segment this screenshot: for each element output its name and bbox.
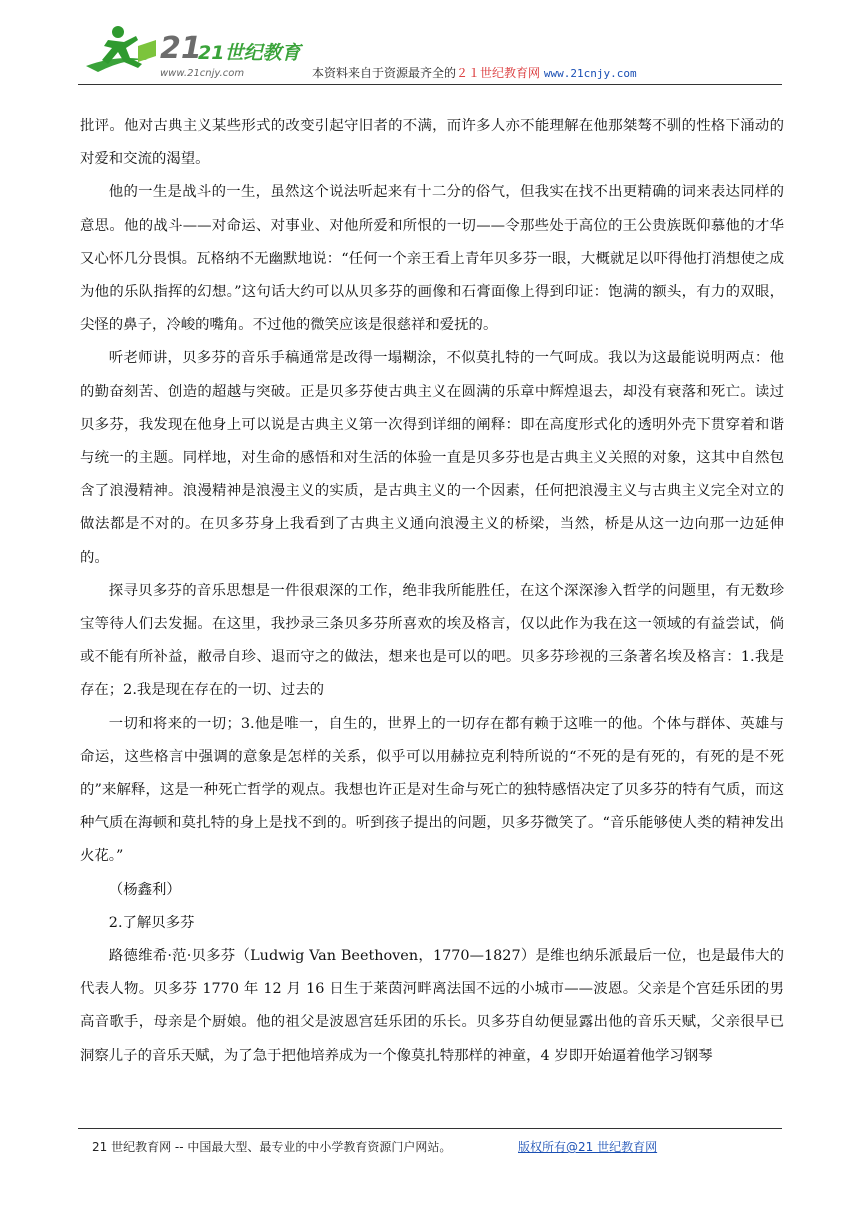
logo-url-text: www.21cnjy.com [160,68,245,79]
header-source-text [312,64,637,81]
header-source-site[interactable]: ２１世纪教育网 [456,66,541,80]
header-source-url[interactable]: www.21cnjy.com [543,67,637,80]
section-heading: 2.了解贝多芬 [108,914,195,931]
header-divider [78,84,782,85]
document-body [80,110,784,1073]
footer-divider [78,1128,782,1129]
paragraph: 听老师讲，贝多芬的音乐手稿通常是改得一塌糊涂，不似莫扎特的一气呵成。我以为这最能说明两点：他的勤奋刻苦、创造的超越与突破。正是贝多芬使古典主义在圆满的乐章中辉煌退去，却没有衰落和死亡。读过贝多芬，我发现在他身上可以说是古典主义第一次得到详细的阐释：即在高度形式化的透明外壳下贯穿着和谐与统一的主题。同样地，对生命的感悟和对生活的体验一直是贝多芬也是古典主义关照的对象，这其中自然包含了浪漫精神。浪漫精神是浪漫主义的实质，是古典主义的一个因素，任何把浪漫主义与古典主义完全对立的做法都是不对的。在贝多芬身上我看到了古典主义通向浪漫主义的桥梁，当然，桥是从这一边向那一边延伸的。 [80,350,784,566]
paragraph: 路德维希·范·贝多芬（Ludwig Van Beethoven，1770—1827）是维也纳乐派最后一位，也是最伟大的代表人物。贝多芬 1770 年 12 月 16 日生于莱茵河畔离法国不远的小城市——波恩。父亲是个宫廷乐团的男高音歌手，母亲是个厨娘。他的祖父是波恩宫廷乐团的乐长。贝多芬自幼便显露出他的音乐天赋，父亲很早已洞察儿子的音乐天赋，为了急于把他培养成为一个像莫扎特那样的神童，4 岁即开始逼着他学习钢琴 [80,948,784,1064]
copyright-link[interactable]: 版权所有@21 世纪教育网 [518,1140,658,1154]
header-source-prefix: 本资料来自于资源最齐全的 [312,66,457,80]
paragraph: 他的一生是战斗的一生，虽然这个说法听起来有十二分的俗气，但我实在找不出更精确的词来表达同样的意思。他的战斗——对命运、对事业、对他所爱和所恨的一切——令那些处于高位的王公贵族既仰慕他的才华又心怀几分畏惧。瓦格纳不无幽默地说：“任何一个亲王看上青年贝多芬一眼，大概就足以吓得他打消想使之成为他的乐队指挥的幻想。”这句话大约可以从贝多芬的画像和石膏面像上得到印证：饱满的额头，有力的双眼，尖怪的鼻子，冷峻的嘴角。不过他的微笑应该是很慈祥和爱抚的。 [80,184,784,334]
svg-text:21: 21 [160,31,202,66]
page-header [78,20,782,86]
paragraph: 批评。他对古典主义某些形式的改变引起守旧者的不满，而许多人亦不能理解在他那桀骜不驯的性格下涌动的对爱和交流的渴望。 [80,118,784,168]
logo-title: 21世纪教育 [198,42,301,64]
paragraph: 探寻贝多芬的音乐思想是一件很艰深的工作，绝非我所能胜任，在这个深深渗入哲学的问题里，有无数珍宝等待人们去发掘。在这里，我抄录三条贝多芬所喜欢的埃及格言，仅以此作为我在这一领域的有益尝试，倘或不能有所补益，敝帚自珍、退而守之的做法，想来也是可以的吧。贝多芬珍视的三条著名埃及格言：1.我是存在；2.我是现在存在的一切、过去的 [80,582,784,699]
paragraph: 一切和将来的一切；3.他是唯一，自生的，世界上的一切存在都有赖于这唯一的他。个体与群体、英雄与命运，这些格言中强调的意象是怎样的关系，似乎可以用赫拉克利特所说的“不死的是有死的，有死的是不死的”来解释，这是一种死亡哲学的观点。我想也许正是对生命与死亡的独特感悟决定了贝多芬的特有气质，而这种气质在海顿和莫扎特的身上是找不到的。听到孩子提出的问题，贝多芬微笑了。“音乐能够使人类的精神发出火花。” [80,715,784,865]
author-attribution: （杨鑫利） [108,881,181,898]
site-logo[interactable] [78,20,301,82]
footer-text: 21 世纪教育网 -- 中国最大型、最专业的中小学教育资源门户网站。 [92,1140,452,1154]
